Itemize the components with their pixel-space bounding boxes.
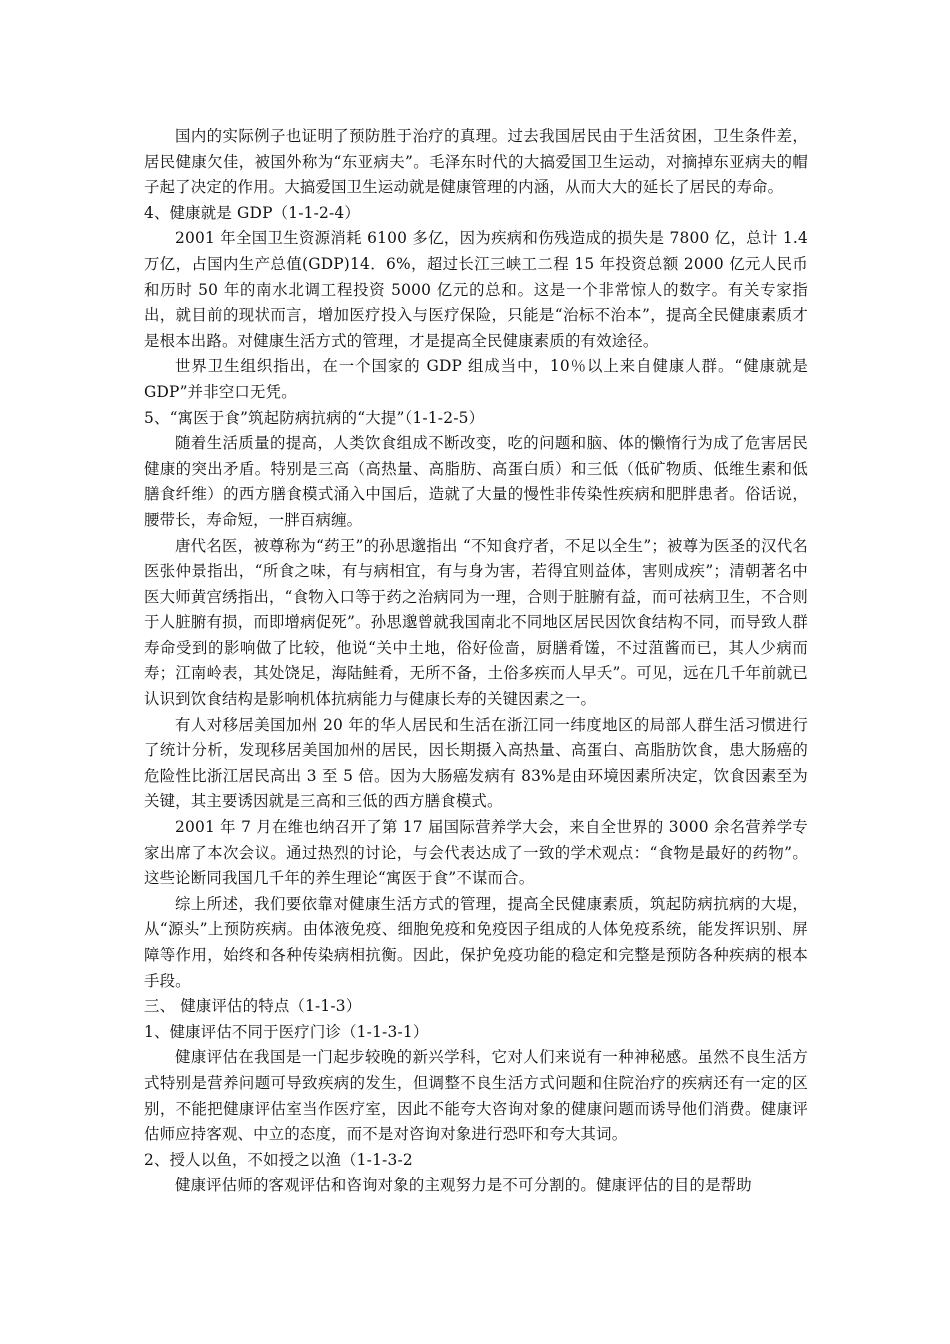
paragraph-california-study: 有人对移居美国加州 20 年的华人居民和生活在浙江同一纬度地区的局部人群生活习惯进行了统计分析，发现移居美国加州的居民，因长期摄入高热量、高蛋白、高脂肪饮食，患大肠癌的危险性比浙江居民高出 3 至 5 倍。因为大肠癌发病有 83%是由环境因素所决定，饮食因素至为关键，其主要诱因就是三高和三低的西方膳食模式。 [144, 715, 808, 811]
paragraph-diet-change: 随着生活质量的提高，人类饮食组成不断改变，吃的问题和脑、体的懒惰行为成了危害居民健康的突出矛盾。特别是三高（高热量、高脂肪、高蛋白质）和三低（低矿物质、低维生素和低膳食纤维）的西方膳食模式涌入中国后，造就了大量的慢性非传染性疾病和肥胖患者。俗话说，腰带长，寿命短，一胖百病缠。 [144, 434, 808, 529]
paragraph-health-cost-2001: 2001 年全国卫生资源消耗 6100 多亿，因为疾病和伤残造成的损失是 7800 亿，总计 1.4 万亿，占国内生产总值(GDP)14．6%，超过长江三峡工二程 15 年投资总额 2000 亿元人民币和历时 50 年的南水北调工程投资 5000 亿元的总和。这是一个非常惊人的数字。有关专家指出，就目前的现状而言，增加医疗投入与医疗保险，只能是“治标不治本”，提高全民健康素质才是根本出路。对健康生活方式的管理，才是提高全民健康素质的有效途径。 [144, 229, 808, 350]
section-heading-food-as-medicine: 5、“寓医于食”筑起防病抗病的“大提”（1-1-2-5） [144, 408, 485, 427]
paragraph-summary: 综上所述，我们要依靠对健康生活方式的管理，提高全民健康素质，筑起防病抗病的大堤，从“源头”上预防疾病。由体液免疫、细胞免疫和免疫因子组成的人体免疫系统，能发挥识别、屏障等作用，始终和各种传染病相抗衡。因此，保护免疫功能的稳定和完整是预防各种疾病的根本手段。 [144, 894, 808, 990]
section-heading-assessment-features: 三、 健康评估的特点（1-1-3） [144, 997, 362, 1016]
section-heading-health-gdp: 4、健康就是 GDP（1-1-2-4） [144, 203, 360, 222]
document-page [144, 124, 808, 1199]
subsection-heading-not-clinic: 1、健康评估不同于医疗门诊（1-1-3-1） [144, 1022, 429, 1041]
paragraph-prevention-example: 国内的实际例子也证明了预防胜于治疗的真理。过去我国居民由于生活贫困，卫生条件差，居民健康欠佳，被国外称为“东亚病夫”。毛泽东时代的大搞爱国卫生运动，对摘掉东亚病夫的帽子起了决定的作用。大搞爱国卫生运动就是健康管理的内涵，从而大大的延长了居民的寿命。 [144, 127, 808, 197]
paragraph-nutrition-congress: 2001 年 7 月在维也纳召开了第 17 届国际营养学大会，来自全世界的 3000 余名营养学专家出席了本次会议。通过热烈的讨论，与会代表达成了一致的学术观点：“食物是最好的药物”。这些论断同我国几千年的养生理论“寓医于食”不谋而合。 [144, 818, 808, 888]
subsection-heading-teach-fishing: 2、授人以鱼，不如授之以渔（1-1-3-2 [144, 1150, 413, 1169]
paragraph-assessment-new-discipline: 健康评估在我国是一门起步较晚的新兴学科，它对人们来说有一种神秘感。虽然不良生活方式特别是营养问题可导致疾病的发生，但调整不良生活方式问题和住院治疗的疾病还有一定的区别，不能把健康评估室当作医疗室，因此不能夸大咨询对象的健康问题而诱导他们消费。健康评估师应持客观、中立的态度，而不是对咨询对象进行恐吓和夸大其词。 [144, 1048, 808, 1144]
paragraph-ancient-doctors: 唐代名医，被尊称为“药王”的孙思邈指出 “不知食疗者，不足以全生”；被尊为医圣的汉代名医张仲景指出，“所食之味，有与病相宜，有与身为害，若得宜则益体，害则成疾”；清朝著名中医大师黄宫绣指出，“食物入口等于药之治病同为一理，合则于脏腑有益，而可祛病卫生，不合则于人脏腑有损，而即增病促死”。孙思邈曾就我国南北不同地区居民因饮食结构不同，而导致人群寿命受到的影响做了比较，他说“关中土地，俗好俭啬，厨膳肴馐，不过菹酱而已，其人少病而寿；江南岭表，其处饶足，海陆鲑肴，无所不备，土俗多疾而人早夭”。可见，远在几千年前就已认识到饮食结构是影响机体抗病能力与健康长寿的关键因素之一。 [144, 536, 808, 709]
paragraph-assessment-purpose: 健康评估师的客观评估和咨询对象的主观努力是不可分割的。健康评估的目的是帮助 [175, 1176, 752, 1195]
paragraph-who-gdp: 世界卫生组织指出，在一个国家的 GDP 组成当中，10％以上来自健康人群。“健康就是 GDP”并非空口无凭。 [144, 357, 808, 401]
